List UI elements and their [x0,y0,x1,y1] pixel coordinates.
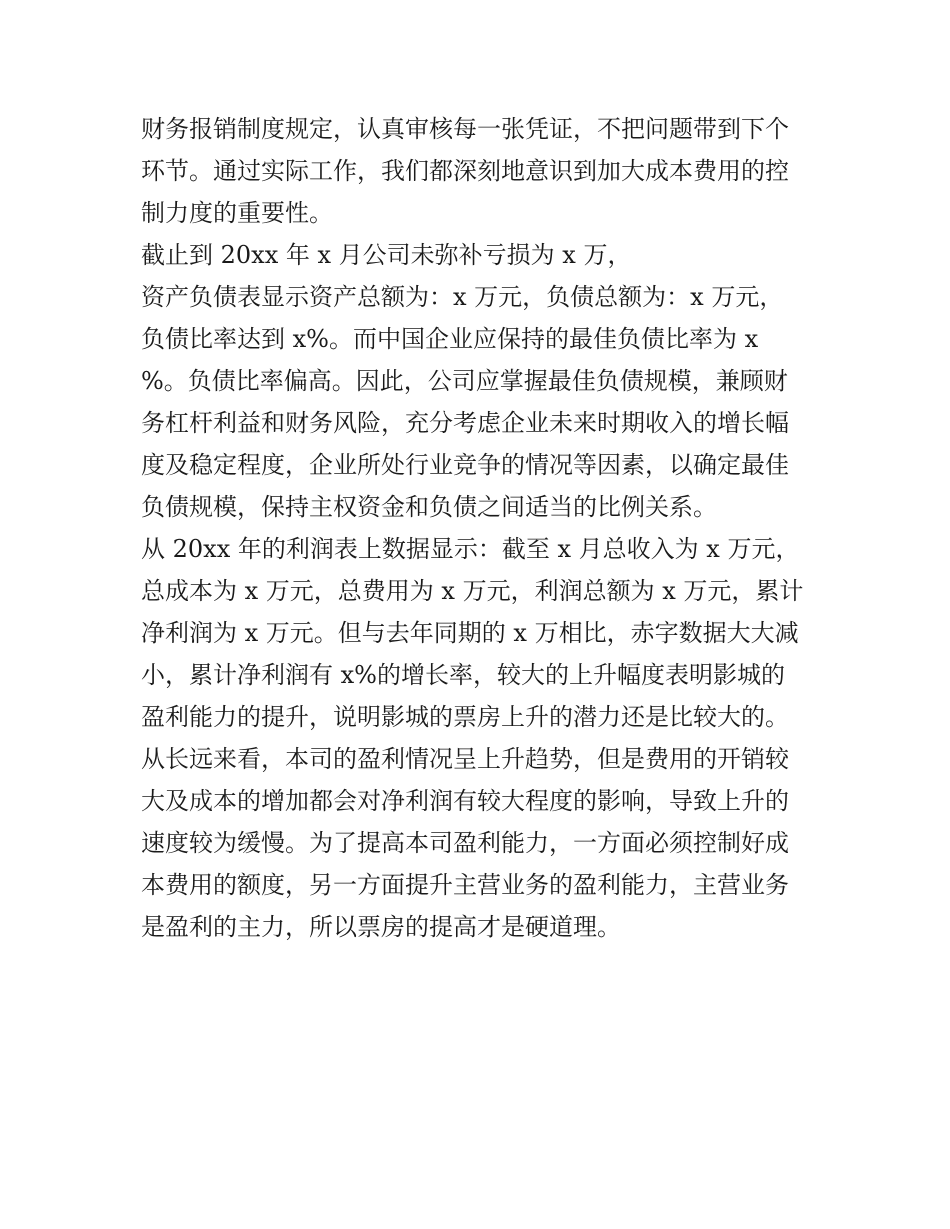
text-line: 小，累计净利润有 x%的增长率，较大的上升幅度表明影城的 [141,661,785,689]
text-line: 截止到 20xx 年 x 月公司未弥补亏损为 x 万， [141,241,632,269]
text-line: 是盈利的主力，所以票房的提高才是硬道理。 [141,913,621,941]
text-line: 从 20xx 年的利润表上数据显示：截至 x 月总收入为 x 万元， [141,535,800,563]
text-line: 盈利能力的提升，说明影城的票房上升的潜力还是比较大的。 [141,703,789,731]
text-line: 环节。通过实际工作，我们都深刻地意识到加大成本费用的控 [141,157,789,185]
text-line: 本费用的额度，另一方面提升主营业务的盈利能力，主营业务 [141,871,789,899]
text-line: 速度较为缓慢。为了提高本司盈利能力，一方面必须控制好成 [141,829,789,857]
text-line: 负债比率达到 x%。而中国企业应保持的最佳负债比率为 x [141,325,759,353]
text-line: 从长远来看，本司的盈利情况呈上升趋势，但是费用的开销较 [141,745,789,773]
text-line: 总成本为 x 万元，总费用为 x 万元，利润总额为 x 万元，累计 [141,577,804,605]
text-line: 务杠杆利益和财务风险，充分考虑企业未来时期收入的增长幅 [141,409,789,437]
body-text [141,108,821,948]
text-line: 净利润为 x 万元。但与去年同期的 x 万相比，赤字数据大大减 [141,619,799,647]
text-line: 财务报销制度规定，认真审核每一张凭证，不把问题带到下个 [141,115,789,143]
text-line: 制力度的重要性。 [141,199,333,227]
text-line: 大及成本的增加都会对净利润有较大程度的影响，导致上升的 [141,787,789,815]
text-line: %。负债比率偏高。因此，公司应掌握最佳负债规模，兼顾财 [141,367,788,395]
text-line: 资产负债表显示资产总额为：x 万元，负债总额为：x 万元， [141,283,784,311]
text-line: 度及稳定程度，企业所处行业竞争的情况等因素，以确定最佳 [141,451,789,479]
text-line: 负债规模，保持主权资金和负债之间适当的比例关系。 [141,493,717,521]
